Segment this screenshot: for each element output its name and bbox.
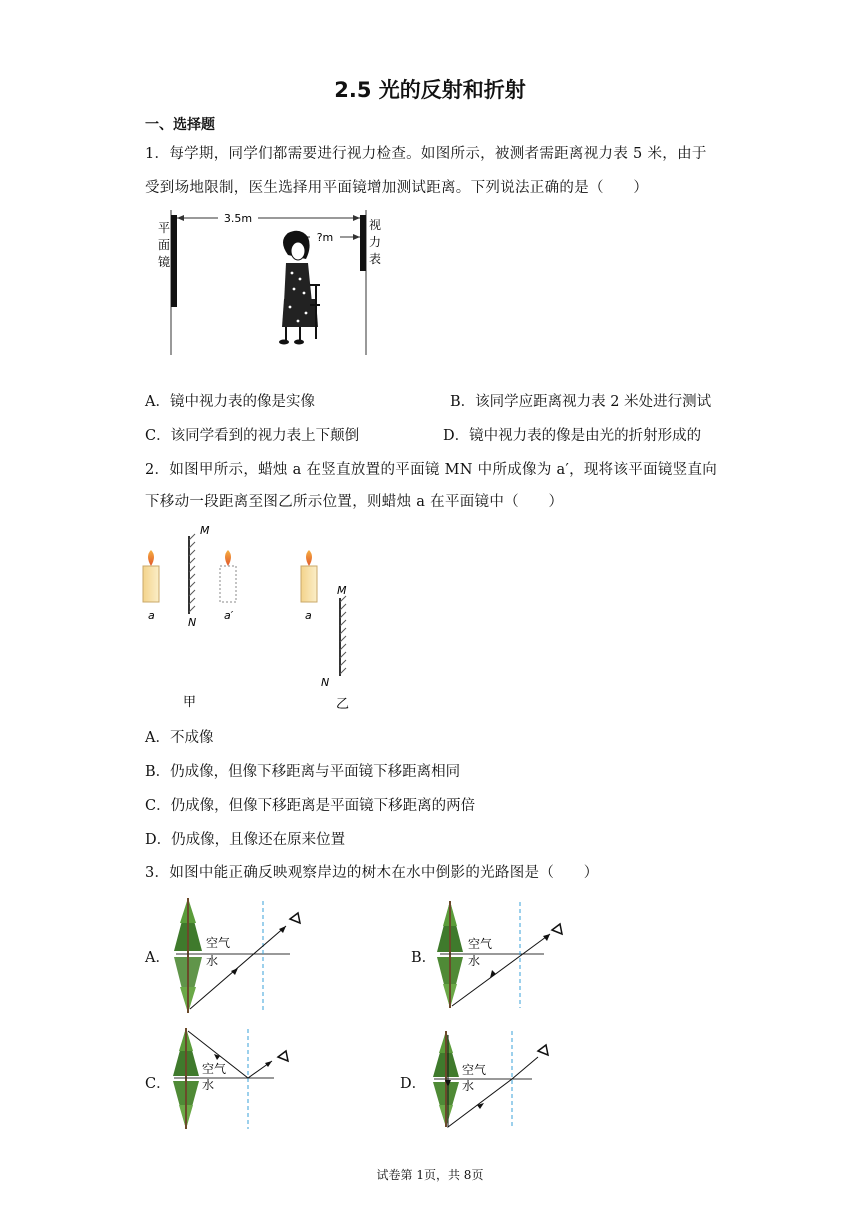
label-jia: 甲 <box>183 695 197 710</box>
eye-icon <box>290 913 300 923</box>
water-label: 水 <box>462 1079 475 1093</box>
candle-image-a-prime <box>220 550 236 602</box>
q2-stem-line2: 下移动一段距离至图乙所示位置，则蜡烛 a 在平面镜中（ ） <box>145 494 564 510</box>
mirror-label-2: 面 <box>158 238 171 252</box>
tree-icon <box>174 898 202 955</box>
distance-label-right: ?m <box>316 231 334 244</box>
q2-option-a[interactable]: A．不成像 <box>145 730 214 746</box>
q1-option-c[interactable]: C．该同学看到的视力表上下颠倒 <box>145 428 360 444</box>
q3-option-c-label[interactable]: C． <box>145 1076 171 1092</box>
q3-option-a-label[interactable]: A． <box>145 950 170 966</box>
q2-stem-line1: 2．如图甲所示，蜡烛 a 在竖直放置的平面镜 MN 中所成像为 a′，现将该平面镜竖直向 <box>145 462 718 478</box>
q3-diagram-d[interactable] <box>428 1027 563 1132</box>
page-title: 2.5 光的反射和折射 <box>334 78 526 102</box>
mirror-label-3: 镜 <box>158 255 171 269</box>
chart-label-1: 视 <box>369 218 382 232</box>
section-heading: 一、选择题 <box>145 117 215 133</box>
q3-option-d-label[interactable]: D． <box>400 1076 427 1092</box>
eye-icon <box>552 924 562 934</box>
air-label: 空气 <box>202 1062 227 1076</box>
chart-label-2: 力 <box>369 235 382 249</box>
q1-stem-line2: 受到场地限制，医生选择用平面镜增加测试距离。下列说法正确的是（ ） <box>145 180 649 196</box>
plane-mirror <box>171 215 177 307</box>
q2-option-d[interactable]: D．仍成像，且像还在原来位置 <box>145 832 346 848</box>
q3-option-b-label[interactable]: B． <box>411 950 437 966</box>
water-label: 水 <box>202 1078 215 1092</box>
seated-girl-illustration <box>279 231 320 345</box>
eye-icon <box>538 1045 548 1055</box>
label-m-jia: M <box>200 524 210 537</box>
tree-reflection-icon <box>174 955 202 1013</box>
label-a-prime: a′ <box>224 609 234 622</box>
q1-option-a[interactable]: A．镜中视力表的像是实像 <box>145 394 315 410</box>
air-label: 空气 <box>462 1063 487 1077</box>
water-label: 水 <box>206 954 219 968</box>
mirror-label-1: 平 <box>158 221 171 235</box>
label-a-jia: a <box>148 609 155 622</box>
q2-option-b[interactable]: B．仍成像，但像下移距离与平面镜下移距离相同 <box>145 764 461 780</box>
q3-diagram-c[interactable] <box>168 1023 303 1133</box>
q1-stem-line1: 1．每学期，同学们都需要进行视力检查。如图所示，被测者需距离视力表 5 米，由于 <box>145 146 707 162</box>
tree-icon <box>173 1028 199 1078</box>
tree-reflection-icon <box>437 955 463 1008</box>
eye-chart <box>360 215 366 271</box>
water-label: 水 <box>468 954 481 968</box>
q2-option-c[interactable]: C．仍成像，但像下移距离是平面镜下移距离的两倍 <box>145 798 476 814</box>
candle-a-jia <box>143 550 159 602</box>
q1-option-b[interactable]: B．该同学应距离视力表 2 米处进行测试 <box>450 394 712 410</box>
distance-label-left: 3.5m <box>223 212 253 225</box>
label-yi: 乙 <box>336 697 350 712</box>
tree-reflection-icon <box>173 1078 199 1129</box>
label-n-jia: N <box>188 616 197 629</box>
tree-reflection-icon <box>433 1079 459 1127</box>
label-a-yi: a <box>305 609 312 622</box>
q3-stem: 3．如图中能正确反映观察岸边的树木在水中倒影的光路图是（ ） <box>145 865 599 881</box>
chart-label-3: 表 <box>369 252 382 266</box>
candle-mirror-figure <box>140 518 370 714</box>
tree-icon <box>437 901 463 955</box>
air-label: 空气 <box>206 936 231 950</box>
eye-icon <box>278 1051 288 1061</box>
q1-option-d[interactable]: D．镜中视力表的像是由光的折射形成的 <box>443 428 702 444</box>
q3-diagram-a[interactable] <box>168 893 318 1018</box>
tree-icon <box>433 1031 459 1079</box>
page-footer: 试卷第 1页，共 8页 <box>376 1168 484 1182</box>
label-m-yi: M <box>337 584 347 597</box>
candle-a-yi <box>301 550 317 602</box>
label-n-yi: N <box>321 676 330 689</box>
q3-diagram-b[interactable] <box>432 898 582 1013</box>
air-label: 空气 <box>468 937 493 951</box>
eye-chart-figure <box>160 205 380 360</box>
